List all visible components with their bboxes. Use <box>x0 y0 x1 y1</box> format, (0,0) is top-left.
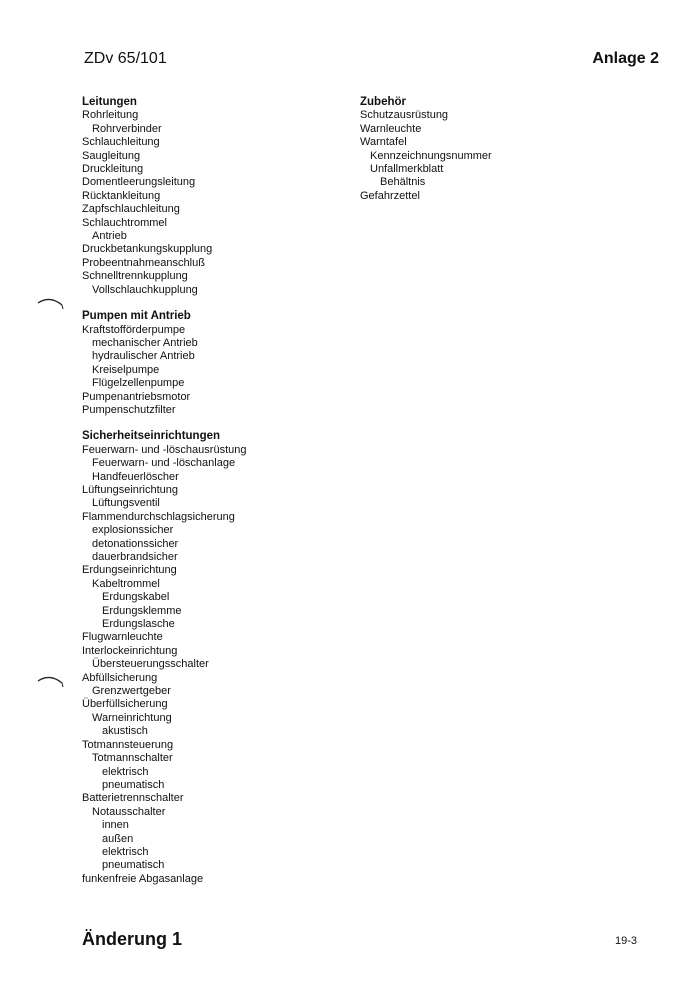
list-item: elektrisch <box>102 765 149 778</box>
left-column <box>82 96 342 886</box>
list-item: Flügelzellenpumpe <box>92 377 185 390</box>
section-gap <box>82 297 342 310</box>
list-item: Saugleitung <box>82 149 141 162</box>
list-item: Grenzwertgeber <box>92 685 171 698</box>
right-column <box>360 96 620 203</box>
list-item: hydraulischer Antrieb <box>92 350 195 363</box>
list-item: explosionssicher <box>92 524 174 537</box>
list-item: mechanischer Antrieb <box>92 336 198 349</box>
list-item: Erdungskabel <box>102 591 170 604</box>
page-number: 19-3 <box>614 935 637 947</box>
list-item: pneumatisch <box>102 859 165 872</box>
list-item: Übersteuerungsschalter <box>92 658 209 671</box>
list-item: Schlauchtrommel <box>82 216 167 229</box>
section-title: Sicherheitseinrichtungen <box>82 430 221 443</box>
list-item: Vollschlauchkupplung <box>92 283 198 296</box>
list-item: Rohrleitung <box>82 109 139 122</box>
list-item: dauerbrandsicher <box>92 551 178 563</box>
hole-punch-mark <box>36 293 66 311</box>
list-item: Probeentnahmeanschluß <box>82 256 205 269</box>
list-item: Zapfschlauchleitung <box>82 203 180 216</box>
list-item: außen <box>102 832 134 845</box>
change-label: Änderung 1 <box>82 929 183 949</box>
list-item: Kennzeichnungsnummer <box>370 149 492 162</box>
list-item: Lüftungseinrichtung <box>82 483 179 496</box>
list-item: Schlauchleitung <box>82 136 160 149</box>
list-item: detonationssicher <box>92 537 179 550</box>
list-item: funkenfreie Abgasanlage <box>82 872 204 885</box>
list-item: innen <box>102 819 129 832</box>
list-item: Notausschalter <box>92 805 166 818</box>
section-title: Leitungen <box>82 96 137 108</box>
list-item: Kreiselpumpe <box>92 363 160 376</box>
list-item: Batterietrennschalter <box>82 792 184 805</box>
section-gap <box>82 417 342 430</box>
list-item: Flugwarnleuchte <box>82 631 163 644</box>
list-item: Rücktankleitung <box>82 189 161 202</box>
appendix-label: Anlage 2 <box>592 50 659 67</box>
list-item: Druckleitung <box>82 163 144 176</box>
list-item: Pumpenantriebsmotor <box>82 390 191 403</box>
hole-punch-mark <box>36 671 66 689</box>
document-id: ZDv 65/101 <box>84 50 167 67</box>
list-item: Totmannschalter <box>92 752 173 765</box>
list-item: Flammendurchschlagsicherung <box>82 510 235 523</box>
list-item: Interlockeinrichtung <box>82 644 178 657</box>
list-item: Warntafel <box>360 136 407 149</box>
list-item: Behältnis <box>380 176 426 189</box>
list-item: Schutzausrüstung <box>360 109 449 122</box>
list-item: Druckbetankungskupplung <box>82 243 213 256</box>
list-item: elektrisch <box>102 845 149 858</box>
list-item: Kabeltrommel <box>92 577 160 590</box>
section-title: Pumpen mit Antrieb <box>82 310 191 323</box>
list-item: Feuerwarn- und -löschanlage <box>92 457 236 470</box>
list-item: Domentleerungsleitung <box>82 176 196 189</box>
list-item: Erdungsklemme <box>102 604 182 617</box>
list-item: Warneinrichtung <box>92 711 172 724</box>
list-item: Rohrverbinder <box>92 122 162 135</box>
list-item: Erdungseinrichtung <box>82 564 177 577</box>
list-item: Warnleuchte <box>360 122 422 135</box>
list-item: Erdungslasche <box>102 618 175 631</box>
list-item: Gefahrzettel <box>360 189 420 202</box>
list-item: Pumpenschutzfilter <box>82 403 176 416</box>
list-item: Antrieb <box>92 230 127 243</box>
list-item: Lüftungsventil <box>92 497 160 510</box>
list-item: Überfüllsicherung <box>82 698 168 711</box>
list-item: Unfallmerkblatt <box>370 163 444 176</box>
list-item: Totmannsteuerung <box>82 738 174 751</box>
section-title: Zubehör <box>360 96 406 108</box>
list-item: Abfüllsicherung <box>82 671 158 684</box>
list-item: Handfeuerlöscher <box>92 470 179 483</box>
list-item: Feuerwarn- und -löschausrüstung <box>82 443 247 456</box>
list-item: Schnelltrennkupplung <box>82 270 188 283</box>
list-item: pneumatisch <box>102 778 165 791</box>
list-item: Kraftstofförderpumpe <box>82 323 186 336</box>
list-item: akustisch <box>102 725 148 738</box>
